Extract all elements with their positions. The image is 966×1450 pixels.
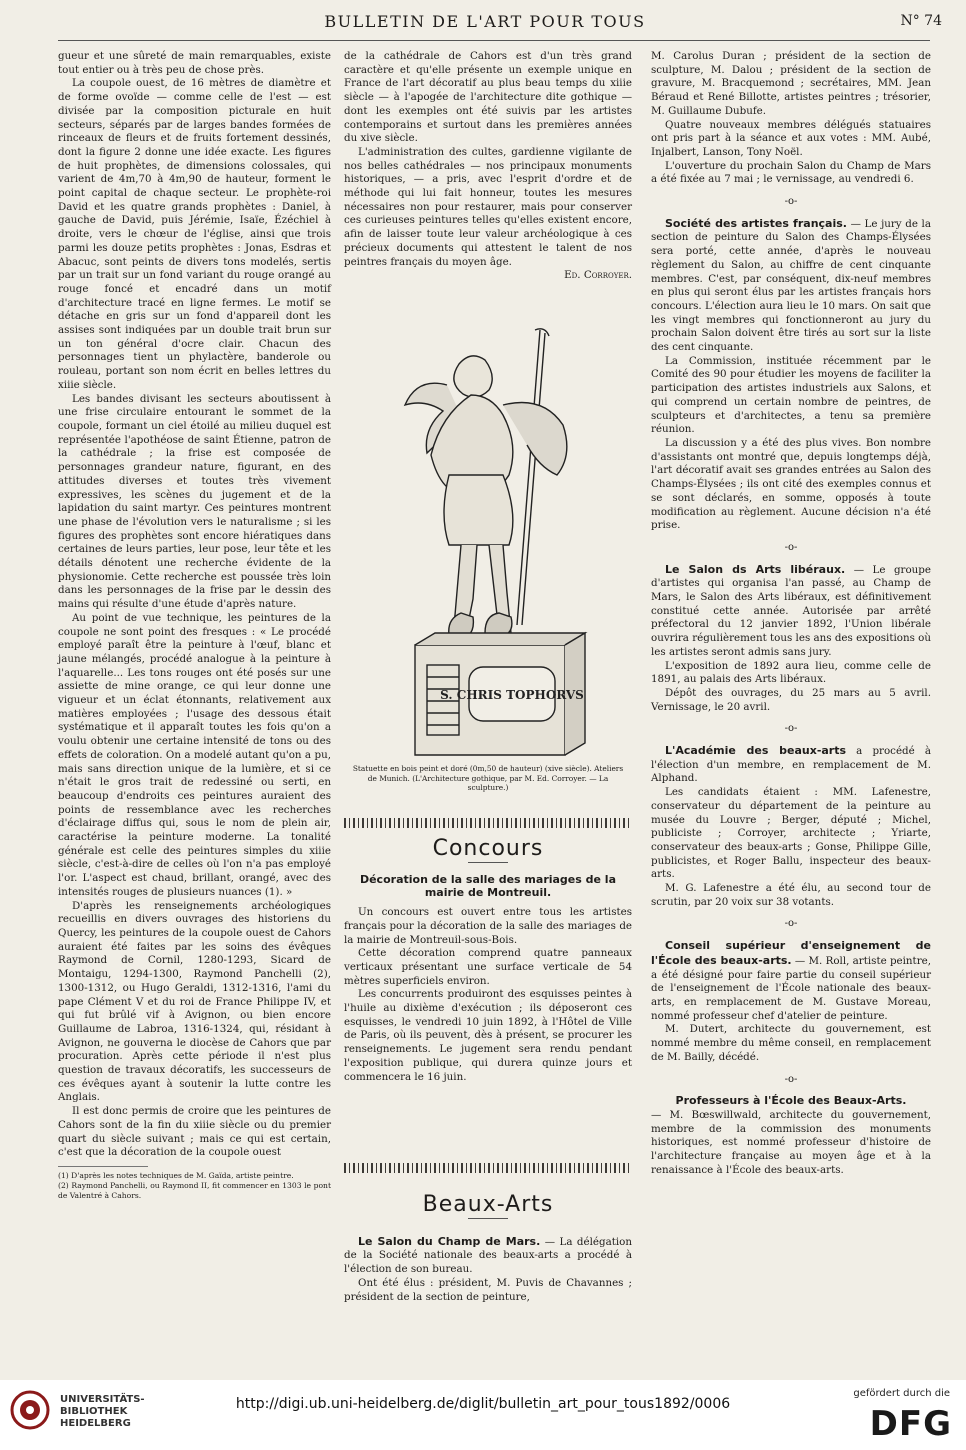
item-title: Professeurs à l'École des Beaux-Arts. (675, 1094, 907, 1108)
author-signature: Ed. Corroyer. (564, 269, 632, 282)
paragraph: — M. Bœswillwald, architecte du gouvernement, membre de la commission des monuments historiques, est nommé professeur d'histoire de l'architecture française au moyen âge et à la renaissance à l'École des beaux-arts. (651, 1108, 931, 1176)
funded-by-label: gefördert durch die (853, 1388, 950, 1399)
figure-tunic (444, 475, 513, 545)
item-title: Le Salon du Champ de Mars. (358, 1234, 541, 1248)
pedestal-inscription: S. CHRIS TOPHORVS (440, 688, 584, 702)
column-1 (58, 50, 331, 1201)
separator: -o- (784, 196, 798, 208)
dfg-logo: DFG (869, 1404, 952, 1444)
section-heading: Concours (432, 836, 544, 861)
figure-head (454, 356, 492, 397)
item-text: a procédé à l'élection d'un membre, en remplacement de M. Alphand. (651, 745, 931, 785)
separator: -o- (784, 1073, 798, 1085)
paragraph: Au point de vue technique, les peintures de la coupole ne sont point des fresques : « Le procédé employé paraît être la peinture à l'œuf, blanc et jaune mélangés, procédé analogue à la peinture à l'aquarelle... Les tons rouges ont été posés sur une assiette de mine orange, ce qui leur donne une vigueur et un éclat étonnants, relativement aux matières employées ; l'usage des dessous était systématique et il apparaît toutes les fois qu'on a voulu obtenir une certaine intensité de tons ou des effets de coloration. On a modelé autant qu'on a pu, mais sans direction unique de la lumière, et si ce n'était le gros trait de redessiné ou serti, en beaucoup d'endroits ces peintures auraient des points de ressemblance avec les recherches d'éclairage diffus qui, sous le nom de plein air, caractérise la peinture moderne. La tonalité générale est celle des peintures simples du xiiie siècle, c'est-à-dire de celles où l'on n'a pas employé l'or. L'aspect est chaud, brillant, orangé, avec des intensités rouges de plusieurs nuances (1). » (58, 611, 331, 898)
paragraph: L'exposition de 1892 aura lieu, comme celle de 1891, au palais des Arts libéraux. (651, 659, 931, 686)
footnote: (1) D'après les notes techniques de M. Gaïda, artiste peintre. (58, 1170, 294, 1180)
journal-title: BULLETIN DE L'ART POUR TOUS (324, 12, 646, 31)
footnotes (58, 1171, 331, 1201)
source-url-link[interactable]: http://digi.ub.uni-heidelberg.de/diglit/bulletin_art_pour_tous1892/0006 (235, 1396, 731, 1412)
paragraph: Les bandes divisant les secteurs aboutissent à une frise circulaire entourant le sommet de la coupole, formant un ciel étoilé au milieu duquel est représentée l'apothéose de saint Étienne, patron de la cathédrale ; la frise est composée de personnages grandeur nature, figurant, en des attitudes diverses et toutes très vivement expressives, les scènes du jugement et de la lapidation du saint martyr. Ces peintures montrent une phase de l'évolution vers le naturalisme ; si les figures des prophètes sont encore hiératiques dans certaines de leurs parties, leur pose, leur tête et les détails dénotent une recherche évidente de la physionomie. Cette recherche est poussée très loin dans les personnages de la frise par le dessin des mains qui résulte d'une étude d'après nature. (58, 392, 331, 611)
column-3 (651, 50, 931, 1177)
paragraph: Quatre nouveaux membres délégués statuaires ont pris part à la séance et aux votes : MM. Aubé, Injalbert, Lanson, Tony Noël. (651, 118, 931, 158)
paragraph: gueur et une sûreté de main remarquables, existe tout entier ou à très peu de chose près. (58, 50, 331, 76)
item-title: Société des artistes français. (665, 216, 847, 230)
separator: -o- (784, 541, 798, 553)
footnote-rule (58, 1166, 148, 1167)
item-text: — Le jury de la section de peinture du Salon des Champs-Élysées sera porté, cette année, d'après le nouveau règlement du Salon, au chiffre de cent cinquante membres. C'est, par conséquent, dix-neuf membres en plus qui seront élus par les artistes français hors concours. L'élection aura lieu le 10 mars. On sait que les vingt membres qui fonctionneront au jury du prochain Salon doivent être tirés au sort sur la liste des cent cinquante. (651, 217, 931, 354)
header-rule (58, 40, 930, 41)
paragraph: La discussion y a été des plus vives. Bon nombre d'assistants ont montré que, depuis longtemps déjà, l'art décoratif avait ses grandes entrées au Salon des Champs-Élysées ; ils ont cité des exemples connus et se sont déclarés, en somme, opposés à toute modification au règlement. Aucune décision n'a été prise. (651, 436, 931, 532)
column-2-top (344, 50, 632, 283)
paragraph: Ont été élus : président, M. Puvis de Chavannes ; président de la section de peinture, (344, 1276, 632, 1303)
item-text: — La délégation de la Société nationale des beaux-arts a procédé à l'élection de son bureau. (344, 1235, 632, 1276)
ornamental-divider (344, 1163, 632, 1173)
paragraph: D'après les renseignements archéologiques recueillis en divers ouvrages des historiens du Quercy, les peintures de la coupole ouest de Cahors auraient été faites par les soins des évêques Raymond de Cornil, 1280-1293, Sicard de Montaigu, 1294-1300, Raymond Panchelli (2), 1300-1312, ou Hugo Geraldi, 1312-1316, l'ami du pape Clément V et du roi de France Philippe IV, et qui fut brûlé vif à Avignon, ou bien encore Guillaume de Labroa, 1316-1324, qui, résidant à Avignon, ne gouverna le diocèse de Cahors que par procuration. Après cette période il n'est plus question de travaux décoratifs, les successeurs de ces évêques ayant à soutenir la lutte contre les Anglais. (58, 899, 331, 1104)
item-text: — Le groupe d'artistes qui organisa l'an passé, au Champ de Mars, le Salon des Arts libéraux, est définitivement constitué cette année. Autorisée par arrêté préfectoral du 12 janvier 1892, l'Union libérale ouvrira régulièrement tous les ans des expositions où les artistes seront admis sans jury. (651, 563, 931, 658)
paragraph: Cette décoration comprend quatre panneaux verticaux présentant une surface verticale de 54 mètres superficiels environ. (344, 947, 632, 987)
footnote: (2) Raymond Panchelli, ou Raymond II, fit commencer en 1303 le pont de Valentré à Cahors. (58, 1180, 331, 1200)
separator: -o- (784, 918, 798, 930)
library-name-line: HEIDELBERG (60, 1418, 131, 1429)
paragraph: Les concurrents produiront des esquisses peintes à l'huile au dixième d'exécution ; ils déposeront ces esquisses, le vendredi 10 juin 1892, à l'Hôtel de Ville de Paris, où ils peuvent, dès à présent, se procurer les renseignements. Le jugement sera rendu pendant l'exposition publique, qui durera quinze jours et commencera le 16 juin. (344, 988, 632, 1083)
item-title: Conseil supérieur d'enseignement de l'École des beaux-arts. (651, 939, 931, 967)
paragraph: Les candidats étaient : MM. Lafenestre, conservateur du département de la peinture au musée du Louvre ; Berger, député ; Michel, publiciste ; Corroyer, architecte ; Yriarte, conservateur des beaux-arts ; Gonse, Philippe Gille, publicistes, et Roger Ballu, inspecteur des beaux-arts. (651, 786, 931, 881)
page-header (20, 8, 950, 38)
library-name-line: BIBLIOTHEK (60, 1406, 128, 1417)
heading-rule (468, 1218, 508, 1219)
paragraph: de la cathédrale de Cahors est d'un très grand caractère et qu'elle présente un exemple unique en France de l'art décoratif au plus beau temps du xiiie siècle — à l'apogée de l'architecture dite gothique — dont les exemples ont été suivis par les artistes contemporains et surtout dans les premières années du xive siècle. (344, 50, 632, 145)
concours-section (344, 836, 632, 1084)
paragraph: M. Dutert, architecte du gouvernement, est nommé membre du même conseil, en remplacement de M. Bailly, décédé. (651, 1023, 931, 1063)
paragraph: La Commission, instituée récemment par le Comité des 90 pour étudier les moyens de faciliter la participation des artistes industriels aux Salons, et qui comprend un certain nombre de peintres, de sculpteurs et d'architectes, a tenu sa première réunion. (651, 354, 931, 436)
paragraph: La coupole ouest, de 16 mètres de diamètre et de forme ovoïde — comme celle de l'est — est divisée par la composition picturale en huit secteurs, séparés par de larges bandes formées de rinceaux de fleurs et de fruits fortement dessinés, dont la figure 2 donne une idée exacte. Les figures de huit prophètes, de dimensions colossales, qui varient de 4m,70 à 4m,90 de hauteur, forment le point capital de chaque secteur. Le prophète-roi David et les quatre grands prophètes : Daniel, à gauche de David, puis Jérémie, Isaïe, Ézéchiel à droite, vers le chœur de l'église, ainsi que trois parmi les douze petits prophètes : Jonas, Esdras et Abacuc, sont peints de divers tons modelés, sertis par un trait sur un fond variant du rouge orangé au rouge foncé et encadré dans un motif d'architecture tracé en ligne fermes. Le motif se détache en gris sur un fond d'appareil dont les assises sont indiquées par un double trait brun sur un ton général d'ocre clair. Chacun des personnages tient un phylactère, banderole ou rouleau, portant son nom écrit en belles lettres du xiiie siècle. (58, 77, 331, 391)
ornamental-divider (344, 818, 632, 828)
section-subheading: Décoration de la salle des mariages de la mairie de Montreuil. (359, 872, 617, 900)
issue-number: N° 74 (900, 13, 942, 29)
illustration-caption: Statuette en bois peint et doré (0m,50 de hauteur) (xive siècle). Ateliers de Munich. (L'Architecture gothique, par M. Ed. Corroyer. — La sculpture.) (352, 764, 624, 793)
paragraph: L'administration des cultes, gardienne vigilante de nos belles cathédrales — nos principaux monuments historiques, — a pris, avec l'esprit d'ordre et de méthode qui lui fait honneur, toutes les mesures nécessaires non pour restaurer, mais pour conserver ces curieuses peintures telles qu'elles existent encore, afin de laisser toute leur valeur archéologique à ces précieux documents qui attestent le talent de nos peintres français du moyen âge. (344, 145, 632, 268)
paragraph: Il est donc permis de croire que les peintures de Cahors sont de la fin du xiiie siècle ou du premier quart du siècle suivant ; mais ce qui est certain, c'est que la décoration de la coupole ouest (58, 1105, 331, 1159)
item-text: — M. Roll, artiste peintre, a été désigné pour faire partie du conseil supérieur de l'enseignement de l'École nationale des beaux-arts, en remplacement de M. Gustave Moreau, nommé professeur chef d'atelier de peinture. (651, 954, 931, 1022)
section-heading: Beaux-Arts (422, 1192, 554, 1217)
heading-rule (468, 862, 508, 863)
statuette-illustration (385, 325, 595, 765)
item-title: L'Académie des beaux-arts (665, 744, 847, 758)
beaux-arts-section (344, 1192, 632, 1304)
viewer-footer (0, 1380, 966, 1450)
paragraph: Un concours est ouvert entre tous les artistes français pour la décoration de la salle des mariages de la mairie de Montreuil-sous-Bois. (344, 906, 632, 946)
paragraph: M. Carolus Duran ; président de la section de sculpture, M. Dalou ; président de la section de gravure, M. Bracquemond ; secrétaires, MM. Jean Béraud et René Billotte, artistes peintres ; trésorier, M. Guillaume Dubufe. (651, 50, 931, 117)
paragraph: M. G. Lafenestre a été élu, au second tour de scrutin, par 20 voix sur 38 votants. (651, 882, 931, 908)
separator: -o- (784, 723, 798, 735)
paragraph: Dépôt des ouvrages, du 25 mars au 5 avril. Vernissage, le 20 avril. (651, 686, 931, 713)
paragraph: L'ouverture du prochain Salon du Champ de Mars a été fixée au 7 mai ; le vernissage, au vendredi 6. (651, 159, 931, 186)
library-name-line: UNIVERSITÄTS- (60, 1394, 145, 1405)
pilgrim-staff (517, 330, 540, 625)
item-title: Le Salon ds Arts libéraux. (665, 562, 846, 576)
